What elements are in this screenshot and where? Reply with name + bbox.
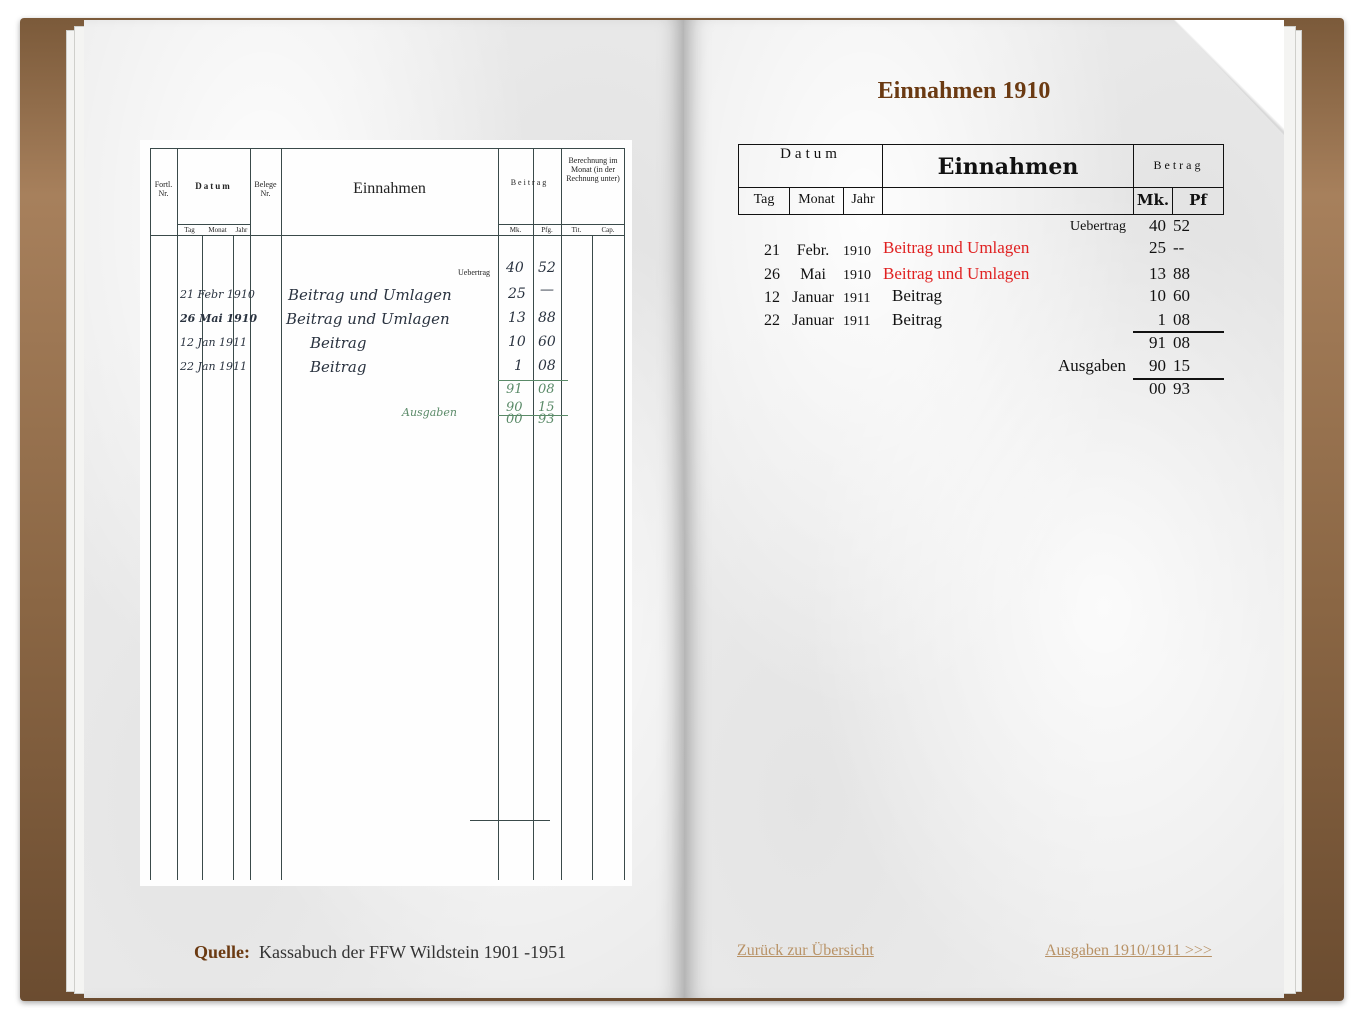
header-mk: Mk. [1136,191,1170,209]
scan-r2-pf: 88 [538,310,556,326]
uebertrag-pf: 52 [1173,216,1190,235]
rest-mk: 00 [1149,379,1166,398]
scan-rule [150,148,151,880]
scan-rule [202,235,203,880]
scan-r1-date: 21 Febr 1910 [180,288,255,301]
scan-header-mk: Mk. [509,226,522,234]
scan-header-jahr: Jahr [235,226,248,234]
scan-header-tag: Tag [184,226,195,234]
scan-rule [624,148,625,880]
header-text-box [882,187,1134,215]
scan-header-belege: Belege Nr. [254,180,277,198]
page-title: Einnahmen 1910 [877,78,1051,104]
row-tag: 22 [764,312,780,329]
scan-r4-text: Beitrag [310,358,367,376]
ausgaben-pf: 15 [1173,356,1190,375]
summe-pf: 08 [1173,333,1190,352]
row-mk: 25 [1149,238,1166,257]
scan-rule [592,235,593,880]
row-monat: Mai [800,266,826,283]
scan-rule [233,235,234,880]
row-mk: 1 [1157,310,1166,329]
uebertrag-label: Uebertrag [1070,219,1126,234]
scan-u-mk: 40 [506,260,524,276]
row-pf: 60 [1173,286,1190,305]
scan-uebertrag-label: Uebertrag [458,268,490,277]
scan-sum-mk: 91 [506,382,523,397]
header-monat: Monat [798,192,835,207]
scan-r4-mk: 1 [514,358,523,374]
rest-pf: 93 [1173,379,1190,398]
scan-r2-text: Beitrag und Umlagen [286,310,450,328]
scan-ausgaben-label: Ausgaben [402,406,457,419]
uebertrag-mk: 40 [1149,216,1166,235]
scan-rule [150,235,624,236]
scan-r4-date: 22 Jan 1911 [180,360,248,373]
next-ausgaben-link[interactable]: Ausgaben 1910/1911 >>> [1045,942,1212,959]
scan-header-tit: Tit. [571,226,582,234]
header-einnahmen: Einnahmen [937,154,1079,180]
scan-r3-date: 12 Jan 1911 [180,336,248,349]
scan-rule [533,148,534,880]
ausgaben-mk: 90 [1149,356,1166,375]
scan-rule [498,224,624,225]
right-page [684,20,1284,998]
scan-rule [150,148,624,149]
row-jahr: 1911 [843,314,871,329]
row-mk: 10 [1149,286,1166,305]
left-page [84,20,684,998]
scan-header-monat: Monat [208,226,227,234]
scan-header-einnahmen: Einnahmen [353,180,426,197]
scan-rule [177,148,178,880]
header-tag: Tag [753,192,775,207]
scan-sum-line [498,380,568,381]
scan-aus-mk: 90 [506,400,523,415]
scan-r3-mk: 10 [508,334,526,350]
ledger-scan [140,140,632,886]
row-pf: 08 [1173,310,1190,329]
row-mk: 13 [1149,264,1166,283]
back-to-overview-link[interactable]: Zurück zur Übersicht [737,942,874,959]
row-text: Beitrag [892,310,943,329]
header-betrag: Betrag [1153,158,1204,172]
scan-rule [281,148,282,880]
scan-rest-pf: 93 [538,412,555,427]
row-monat: Januar [792,289,834,306]
scan-header-pfg: Pfg. [541,226,553,234]
scan-aus-pf: 15 [538,400,555,415]
scan-header-fortl: Fortl. Nr. [154,180,173,198]
scan-end-line [470,820,550,821]
scan-r1-mk: 25 [508,286,526,302]
summe-mk: 91 [1149,333,1166,352]
row-jahr: 1910 [843,268,871,283]
source-text: Kassabuch der FFW Wildstein 1901 -1951 [259,942,567,962]
scan-r2-date: 26 Mai 1910 [180,312,258,325]
row-jahr: 1910 [843,244,871,259]
scan-r1-pf: — [540,282,554,298]
header-jahr: Jahr [851,192,875,207]
page-stack-right-2 [1282,26,1296,994]
scan-rule [498,148,499,880]
ausgaben-label: Ausgaben [1058,356,1126,375]
row-monat: Januar [792,312,834,329]
row-tag: 21 [764,242,780,259]
scan-rule [177,224,250,225]
scan-r3-text: Beitrag [310,334,367,352]
row-tag: 12 [764,289,780,306]
scan-rule [250,148,251,880]
row-pf: 88 [1173,264,1190,283]
scan-rule [561,148,562,880]
header-datum: Datum [780,146,841,162]
scan-r3-pf: 60 [538,334,556,350]
header-pf: Pf [1189,191,1207,209]
scan-u-pf: 52 [538,260,556,276]
source-caption [194,942,566,963]
scan-sum-pf: 08 [538,382,555,397]
row-jahr: 1911 [843,291,871,306]
row-monat: Febr. [796,242,830,259]
scan-header-cap: Cap. [601,226,615,234]
scan-r4-pf: 08 [538,358,556,374]
scan-header-berechnung: Berechnung im Monat (in der Rechnung unter) [566,156,620,183]
row-text: Beitrag und Umlagen [883,264,1030,283]
row-text: Beitrag [892,286,943,305]
row-pf: -- [1173,238,1185,257]
row-text: Beitrag und Umlagen [883,238,1030,257]
scan-r1-text: Beitrag und Umlagen [288,286,452,304]
source-label: Quelle: [194,942,250,962]
row-tag: 26 [764,266,780,283]
scan-rest-mk: 00 [506,412,523,427]
scan-header-datum: Datum [195,181,232,191]
scan-header-beitrag: Beitrag [510,178,549,187]
scan-r2-mk: 13 [508,310,526,326]
